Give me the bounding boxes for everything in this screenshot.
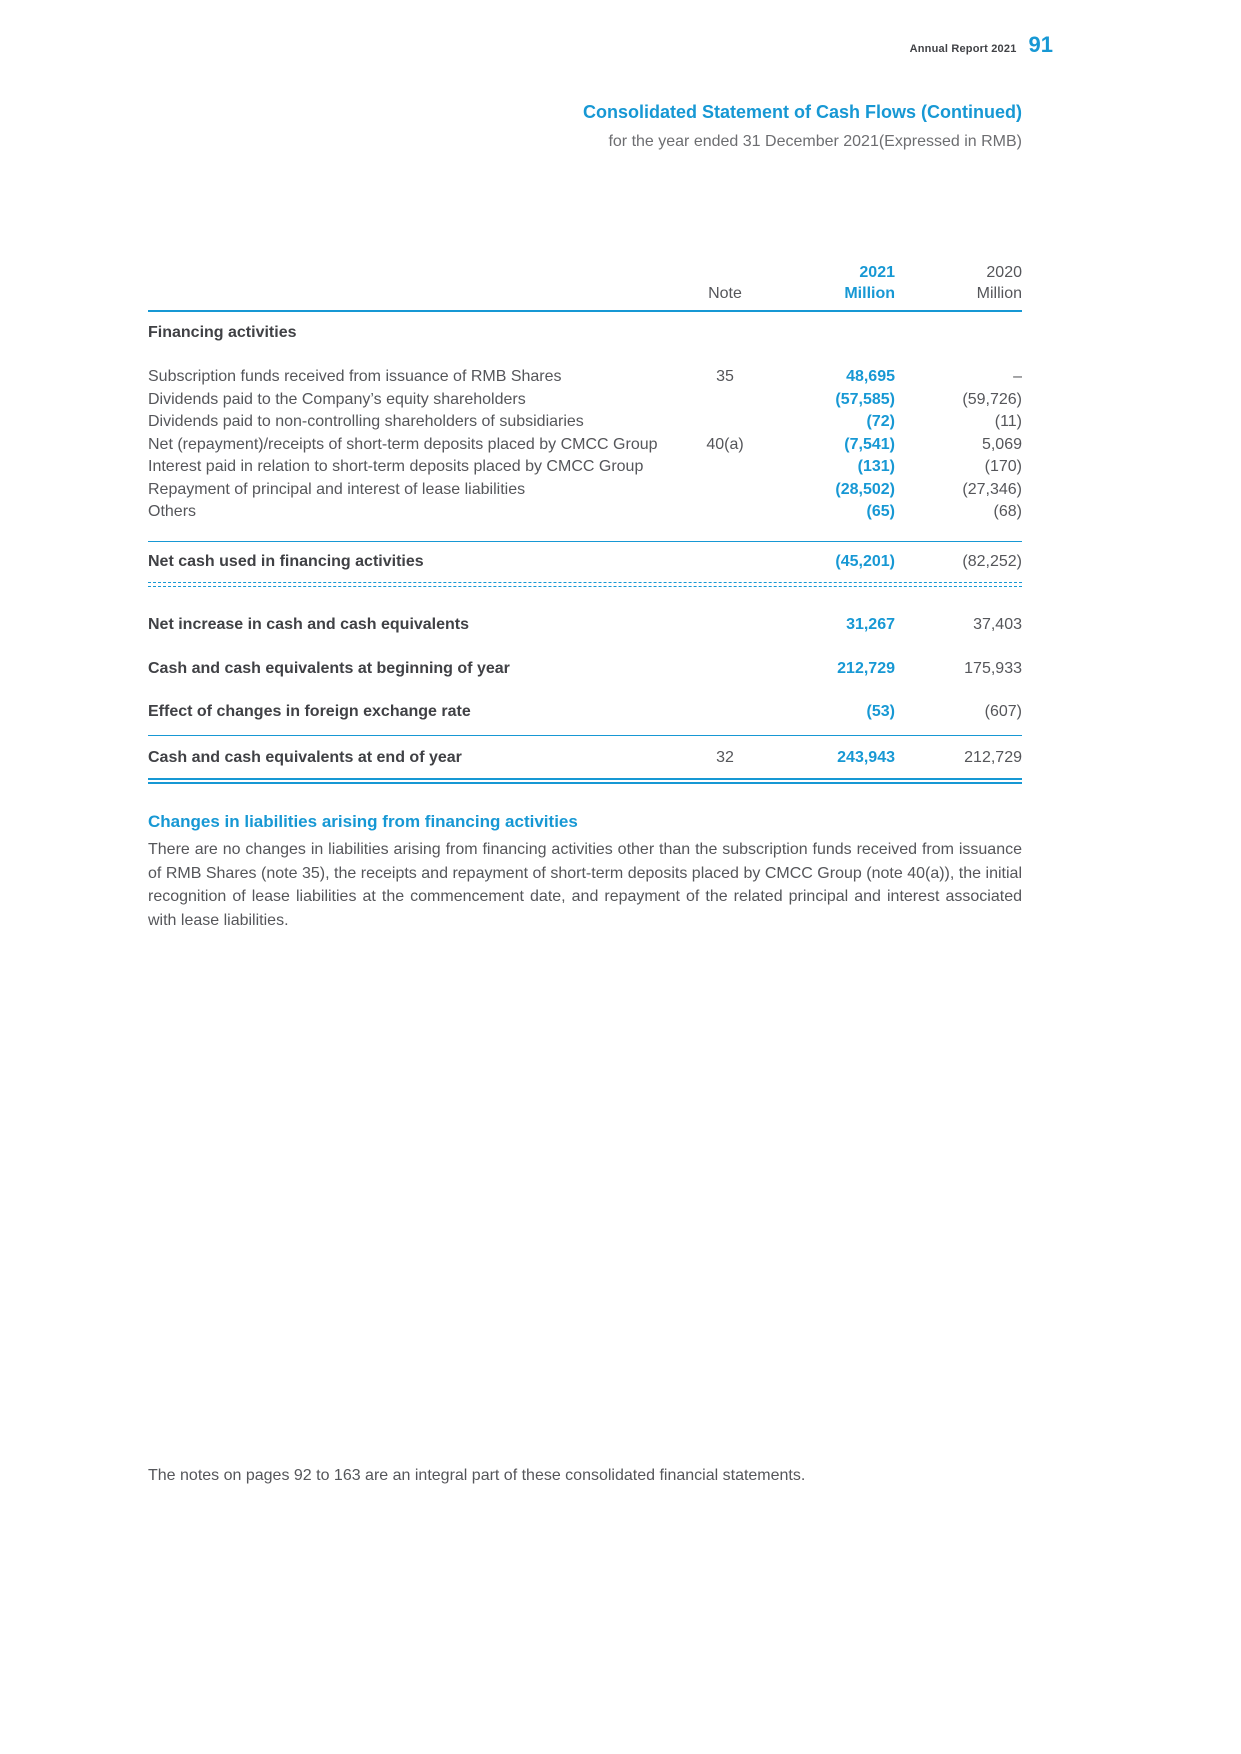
row-note xyxy=(690,614,760,637)
row-note xyxy=(690,551,760,574)
row-value-2021: 48,695 xyxy=(846,368,895,385)
row-label: Subscription funds received from issuance of RMB Shares xyxy=(148,368,562,385)
row-note xyxy=(690,456,760,479)
section-heading-financing-activities: Financing activities xyxy=(148,324,297,341)
header-spacer xyxy=(148,262,690,283)
running-header xyxy=(910,32,1053,58)
header-spacer xyxy=(690,262,760,283)
row-value-2021: 212,729 xyxy=(837,659,895,677)
row-note: 32 xyxy=(716,748,734,766)
column-header-2020-unit: Million xyxy=(976,285,1022,302)
table-row xyxy=(148,434,1022,457)
footnote: The notes on pages 92 to 163 are an integral part of these consolidated financial statements. xyxy=(148,1467,806,1484)
row-note xyxy=(690,501,760,524)
net-increase-row xyxy=(148,614,1022,637)
row-value-2021: (45,201) xyxy=(835,552,895,570)
cash-end-of-year-row xyxy=(148,747,1022,770)
row-label: Dividends paid to the Company’s equity shareholders xyxy=(148,390,526,408)
notes-heading: Changes in liabilities arising from financing activities xyxy=(148,812,578,831)
page-number: 91 xyxy=(1028,32,1053,57)
row-label: Repayment of principal and interest of lease liabilities xyxy=(148,480,526,498)
table-row xyxy=(148,456,1022,479)
row-value-2020: (82,252) xyxy=(962,552,1022,570)
subtotal-rule xyxy=(148,541,1022,542)
row-note xyxy=(690,701,760,724)
table-header-row-1 xyxy=(148,262,1022,283)
row-label: Effect of changes in foreign exchange rate xyxy=(148,703,471,720)
column-header-note: Note xyxy=(708,285,742,302)
row-value-2021: (53) xyxy=(866,703,895,720)
table-header-row-2 xyxy=(148,283,1022,304)
row-value-2021: (72) xyxy=(866,413,895,430)
page-title: Consolidated Statement of Cash Flows (Continued) xyxy=(582,102,1022,122)
cash-flow-table xyxy=(148,262,1022,784)
column-header-2020: 2020 xyxy=(986,264,1022,281)
row-value-2021: (131) xyxy=(857,458,895,475)
column-header-2021: 2021 xyxy=(859,264,895,281)
row-value-2021: (28,502) xyxy=(835,480,895,498)
closing-double-rule xyxy=(148,778,1022,784)
row-value-2020: (27,346) xyxy=(962,480,1022,498)
title-block xyxy=(148,0,1022,152)
row-value-2020: 212,729 xyxy=(964,748,1022,766)
row-value-2020: (11) xyxy=(994,413,1022,430)
row-label: Interest paid in relation to short-term deposits placed by CMCC Group xyxy=(148,458,644,475)
column-header-2021-unit: Million xyxy=(844,285,895,302)
row-value-2020: (68) xyxy=(993,503,1022,520)
row-value-2020: 175,933 xyxy=(964,659,1022,677)
row-value-2021: (7,541) xyxy=(844,435,895,453)
page-subtitle: for the year ended 31 December 2021(Expressed in RMB) xyxy=(608,133,1022,150)
notes-paragraph: There are no changes in liabilities arising from financing activities other than the subscription funds received from issuance of RMB Shares (note 35), the receipts and repayment of short-term deposits placed by CMCC Group (note 40(a)), the initial recognition of lease liabilities at the commencement date, and repayment of the related principal and interest associated with lease liabilities. xyxy=(148,841,1022,929)
row-value-2021: 31,267 xyxy=(846,616,895,633)
table-row xyxy=(148,411,1022,434)
header-rule xyxy=(148,310,1022,312)
fx-effect-row xyxy=(148,701,1022,724)
row-label: Net cash used in financing activities xyxy=(148,552,424,570)
row-value-2020: (59,726) xyxy=(962,390,1022,408)
table-row xyxy=(148,479,1022,502)
row-note xyxy=(690,411,760,434)
row-value-2021: (57,585) xyxy=(835,390,895,408)
header-spacer xyxy=(148,283,690,304)
row-note xyxy=(690,658,760,681)
row-note: 35 xyxy=(716,368,734,385)
row-value-2020: (607) xyxy=(984,703,1022,720)
table-row xyxy=(148,501,1022,524)
table-row xyxy=(148,366,1022,389)
row-value-2020: (170) xyxy=(984,458,1022,475)
row-note: 40(a) xyxy=(706,435,744,453)
detail-rows xyxy=(148,366,1022,524)
row-note xyxy=(690,479,760,502)
net-cash-used-row xyxy=(148,551,1022,574)
notes-block xyxy=(148,810,1022,932)
row-label: Cash and cash equivalents at end of year xyxy=(148,748,462,766)
row-value-2020: 5,069 xyxy=(981,435,1022,453)
row-label: Net (repayment)/receipts of short-term deposits placed by CMCC Group xyxy=(148,435,658,453)
row-label: Others xyxy=(148,503,197,520)
dashed-double-rule xyxy=(148,582,1022,587)
row-label: Dividends paid to non-controlling shareholders of subsidiaries xyxy=(148,413,584,430)
row-note xyxy=(690,389,760,412)
cash-beginning-of-year-row xyxy=(148,658,1022,681)
row-label: Net increase in cash and cash equivalents xyxy=(148,616,470,633)
report-title-label: Annual Report 2021 xyxy=(909,43,1017,55)
total-rule xyxy=(148,735,1022,736)
row-value-2020: 37,403 xyxy=(973,616,1022,633)
row-value-2020: – xyxy=(1013,368,1022,385)
row-value-2021: (65) xyxy=(866,503,895,520)
row-value-2021: 243,943 xyxy=(837,748,895,766)
table-row xyxy=(148,389,1022,412)
row-label: Cash and cash equivalents at beginning of year xyxy=(148,659,510,677)
